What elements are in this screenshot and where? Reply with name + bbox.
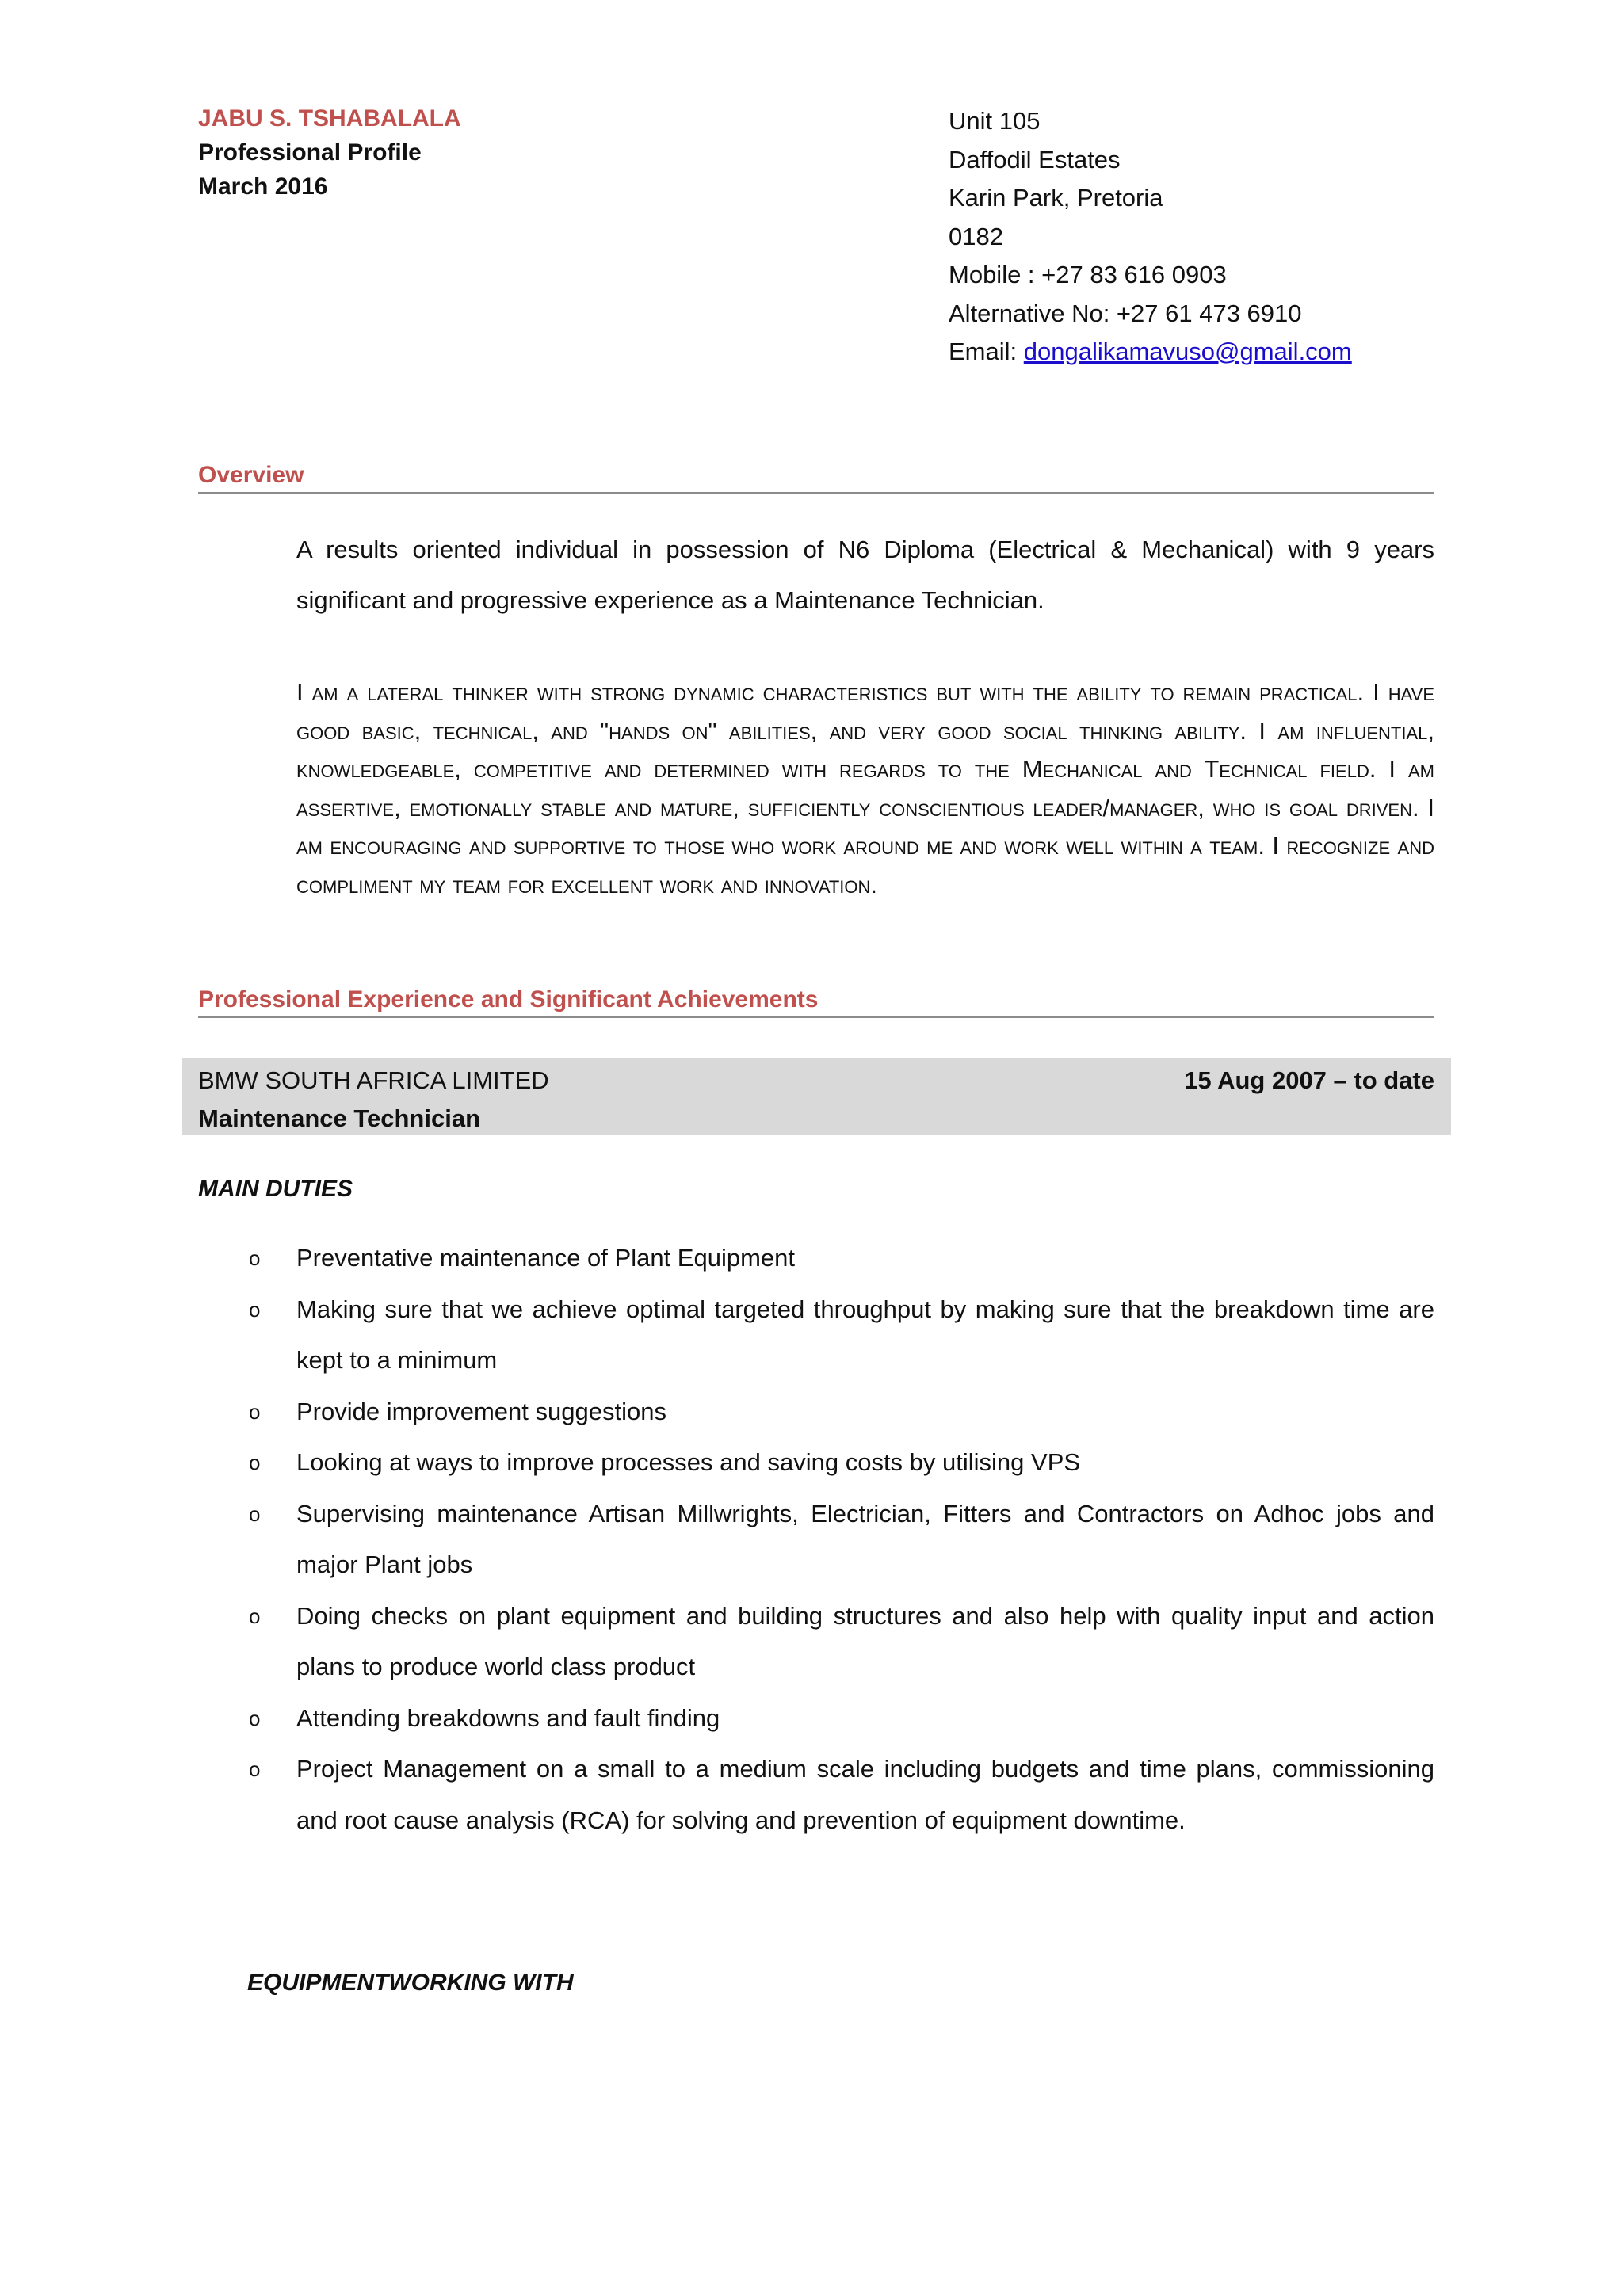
email-label: Email: [949, 338, 1024, 365]
list-item [246, 1284, 1434, 1386]
profile-header [198, 101, 461, 204]
candidate-name: JABU S. TSHABALALA [198, 105, 461, 132]
circle-bullet-icon: o [249, 1757, 261, 1781]
circle-bullet-icon: o [249, 1246, 261, 1270]
duty-text: Provide improvement suggestions [296, 1397, 666, 1425]
mobile-number: Mobile : +27 83 616 0903 [949, 261, 1227, 288]
overview-intro: A results oriented individual in possession of N6 Diploma (Electrical & Mechanical) with 9 years significant and progressive experience as a Maintenance Technician. [296, 536, 1434, 614]
circle-bullet-icon: o [249, 1706, 261, 1730]
profile-date: March 2016 [198, 174, 328, 200]
experience-heading: Professional Experience and Significant Achievements [198, 985, 1434, 1018]
email-link[interactable]: dongalikamavuso@gmail.com [1023, 338, 1352, 365]
duty-text: Project Management on a small to a medium scale including budgets and time plans, commissioning and root cause analysis (RCA) for solving and prevention of equipment downtime. [296, 1755, 1434, 1834]
equipment-heading: EQUIPMENTWORKING WITH [247, 1970, 574, 1996]
employment-dates: 15 Aug 2007 – to date [1184, 1066, 1434, 1094]
duty-text: Doing checks on plant equipment and building structures and also help with quality input and action plans to produce world class product [296, 1601, 1434, 1680]
job-title: Maintenance Technician [198, 1104, 481, 1132]
duty-text: Attending breakdowns and fault finding [296, 1703, 720, 1732]
circle-bullet-icon: o [249, 1604, 261, 1628]
duty-text: Preventative maintenance of Plant Equipment [296, 1244, 795, 1272]
circle-bullet-icon: o [249, 1451, 261, 1474]
list-item [246, 1591, 1434, 1693]
circle-bullet-icon: o [249, 1399, 261, 1424]
duty-text: Looking at ways to improve processes and saving costs by utilising VPS [296, 1448, 1081, 1476]
circle-bullet-icon: o [249, 1297, 261, 1322]
list-item [246, 1233, 1434, 1284]
circle-bullet-icon: o [249, 1501, 261, 1526]
address-line-1: Unit 105 [949, 107, 1041, 135]
email-line [949, 333, 1352, 372]
duty-text: Supervising maintenance Artisan Millwrights, Electrician, Fitters and Contractors on Adhoc jobs and major Plant jobs [296, 1499, 1434, 1578]
list-item [246, 1437, 1434, 1489]
overview-heading: Overview [198, 460, 1434, 494]
list-item [246, 1489, 1434, 1591]
contact-block [949, 102, 1352, 372]
overview-description: I am a lateral thinker with strong dynamic characteristics but with the ability to remain practical. I have good basic, technical, and "hands on" abilities, and very good social thinking ability. I am influential, knowledgeable, competitive and determined with regards to the Mechanical and Technical field. I am assertive, emotionally stable and mature, sufficiently conscientious leader/manager, who is goal driven. I am encouraging and supportive to those who work around me and work well within a team. I recognize and compliment my team for excellent work and innovation. [296, 678, 1434, 898]
postal-code: 0182 [949, 222, 1003, 250]
duty-text: Making sure that we achieve optimal targeted throughput by making sure that the breakdown time are kept to a minimum [296, 1295, 1434, 1374]
main-duties-heading: MAIN DUTIES [198, 1176, 353, 1202]
profile-subtitle: Professional Profile [198, 139, 422, 166]
list-item [246, 1693, 1434, 1745]
list-item [246, 1744, 1434, 1846]
company-name: BMW SOUTH AFRICA LIMITED [198, 1066, 549, 1094]
address-line-3: Karin Park, Pretoria [949, 184, 1163, 212]
alternative-number: Alternative No: +27 61 473 6910 [949, 299, 1302, 327]
address-line-2: Daffodil Estates [949, 145, 1121, 174]
duties-list [246, 1233, 1434, 1846]
list-item [246, 1386, 1434, 1438]
